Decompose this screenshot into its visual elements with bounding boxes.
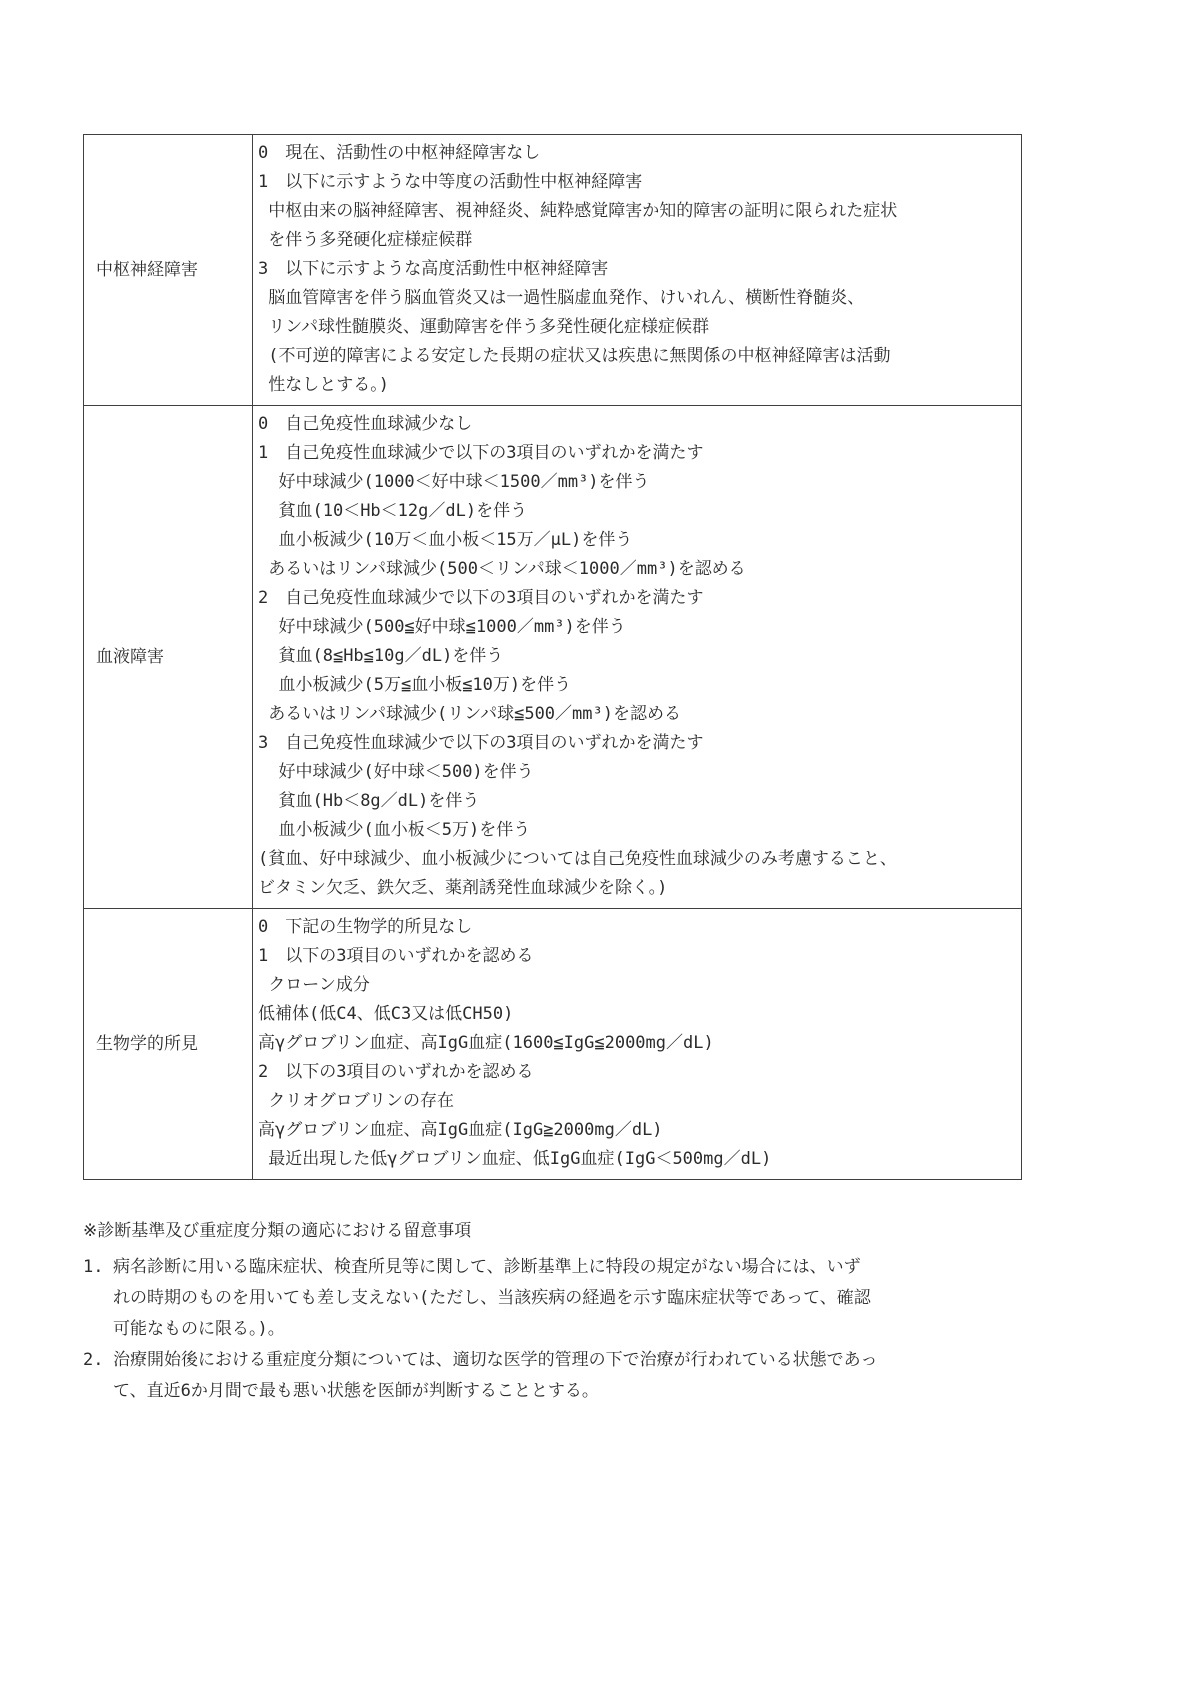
notes-title: ※診断基準及び重症度分類の適応における留意事項 <box>83 1221 472 1241</box>
table-row-biological <box>84 909 1022 1180</box>
criteria-line: 3 以下に示すような高度活動性中枢神経障害 <box>258 259 609 279</box>
note-text <box>113 1345 1035 1407</box>
criteria-line: 0 現在、活動性の中枢神経障害なし <box>258 143 541 163</box>
note-line: れの時期のものを用いても差し支えない(ただし、当該疾病の経過を示す臨床症状等であって、確認 <box>113 1288 871 1308</box>
row-header-cns: 中枢神経障害 <box>84 135 253 406</box>
note-number: 2. <box>83 1350 104 1370</box>
note-item-2 <box>83 1345 1035 1407</box>
criteria-line: 好中球減少(500≦好中球≦1000／mm³)を伴う <box>258 617 626 637</box>
criteria-line: 貧血(8≦Hb≦10g／dL)を伴う <box>258 646 504 666</box>
note-line: 治療開始後における重症度分類については、適切な医学的管理の下で治療が行われている状態であっ <box>113 1350 878 1370</box>
criteria-line: (貧血、好中球減少、血小板減少については自己免疫性血球減少のみ考慮すること、 <box>258 849 897 869</box>
criteria-line: 0 下記の生物学的所見なし <box>258 917 473 937</box>
criteria-line: 1 自己免疫性血球減少で以下の3項目のいずれかを満たす <box>258 443 704 463</box>
criteria-line: あるいはリンパ球減少(リンパ球≦500／mm³)を認める <box>258 704 681 724</box>
criteria-line: 血小板減少(血小板＜5万)を伴う <box>258 820 531 840</box>
criteria-line: 貧血(Hb＜8g／dL)を伴う <box>258 791 480 811</box>
criteria-line: 最近出現した低γグロブリン血症、低IgG血症(IgG＜500mg／dL) <box>258 1149 772 1169</box>
criteria-line: 性なしとする。) <box>258 375 389 395</box>
row-content-biological <box>253 909 1022 1180</box>
note-number: 1. <box>83 1257 104 1277</box>
criteria-line: クローン成分 <box>258 975 370 995</box>
note-line: 病名診断に用いる臨床症状、検査所見等に関して、診断基準上に特段の規定がない場合には、いず <box>113 1257 861 1277</box>
criteria-line: 好中球減少(好中球＜500)を伴う <box>258 762 534 782</box>
criteria-line: 1 以下に示すような中等度の活動性中枢神経障害 <box>258 172 643 192</box>
criteria-line: ビタミン欠乏、鉄欠乏、薬剤誘発性血球減少を除く。) <box>258 878 668 898</box>
severity-criteria-table <box>83 134 1022 1180</box>
criteria-line: 高γグロブリン血症、高IgG血症(1600≦IgG≦2000mg／dL) <box>258 1033 714 1053</box>
notes-section <box>83 1216 1035 1407</box>
criteria-line: 3 自己免疫性血球減少で以下の3項目のいずれかを満たす <box>258 733 704 753</box>
criteria-line: 血小板減少(5万≦血小板≦10万)を伴う <box>258 675 572 695</box>
criteria-line: を伴う多発硬化症様症候群 <box>258 230 473 250</box>
criteria-line: 血小板減少(10万＜血小板＜15万／μL)を伴う <box>258 530 633 550</box>
row-header-hematology: 血液障害 <box>84 406 253 909</box>
table-row-hematology <box>84 406 1022 909</box>
criteria-line: 高γグロブリン血症、高IgG血症(IgG≧2000mg／dL) <box>258 1120 663 1140</box>
criteria-line: 2 自己免疫性血球減少で以下の3項目のいずれかを満たす <box>258 588 704 608</box>
note-line: て、直近6か月間で最も悪い状態を医師が判断することとする。 <box>113 1381 599 1401</box>
row-content-hematology <box>253 406 1022 909</box>
criteria-line: 2 以下の3項目のいずれかを認める <box>258 1062 534 1082</box>
criteria-line: 中枢由来の脳神経障害、視神経炎、純粋感覚障害か知的障害の証明に限られた症状 <box>258 201 898 221</box>
note-text <box>113 1252 1035 1345</box>
criteria-line: (不可逆的障害による安定した長期の症状又は疾患に無関係の中枢神経障害は活動 <box>258 346 891 366</box>
criteria-line: 貧血(10＜Hb＜12g／dL)を伴う <box>258 501 528 521</box>
criteria-line: 好中球減少(1000＜好中球＜1500／mm³)を伴う <box>258 472 650 492</box>
row-header-biological: 生物学的所見 <box>84 909 253 1180</box>
note-item-1 <box>83 1252 1035 1345</box>
criteria-line: 1 以下の3項目のいずれかを認める <box>258 946 534 966</box>
criteria-line: 脳血管障害を伴う脳血管炎又は一過性脳虚血発作、けいれん、横断性脊髄炎、 <box>258 288 865 308</box>
criteria-line: 低補体(低C4、低C3又は低CH50) <box>258 1004 514 1024</box>
criteria-line: リンパ球性髄膜炎、運動障害を伴う多発性硬化症様症候群 <box>258 317 710 337</box>
criteria-line: クリオグロブリンの存在 <box>258 1091 455 1111</box>
criteria-line: 0 自己免疫性血球減少なし <box>258 414 473 434</box>
note-line: 可能なものに限る。)。 <box>113 1319 285 1339</box>
criteria-line: あるいはリンパ球減少(500＜リンパ球＜1000／mm³)を認める <box>258 559 746 579</box>
row-content-cns <box>253 135 1022 406</box>
table-row-cns <box>84 135 1022 406</box>
